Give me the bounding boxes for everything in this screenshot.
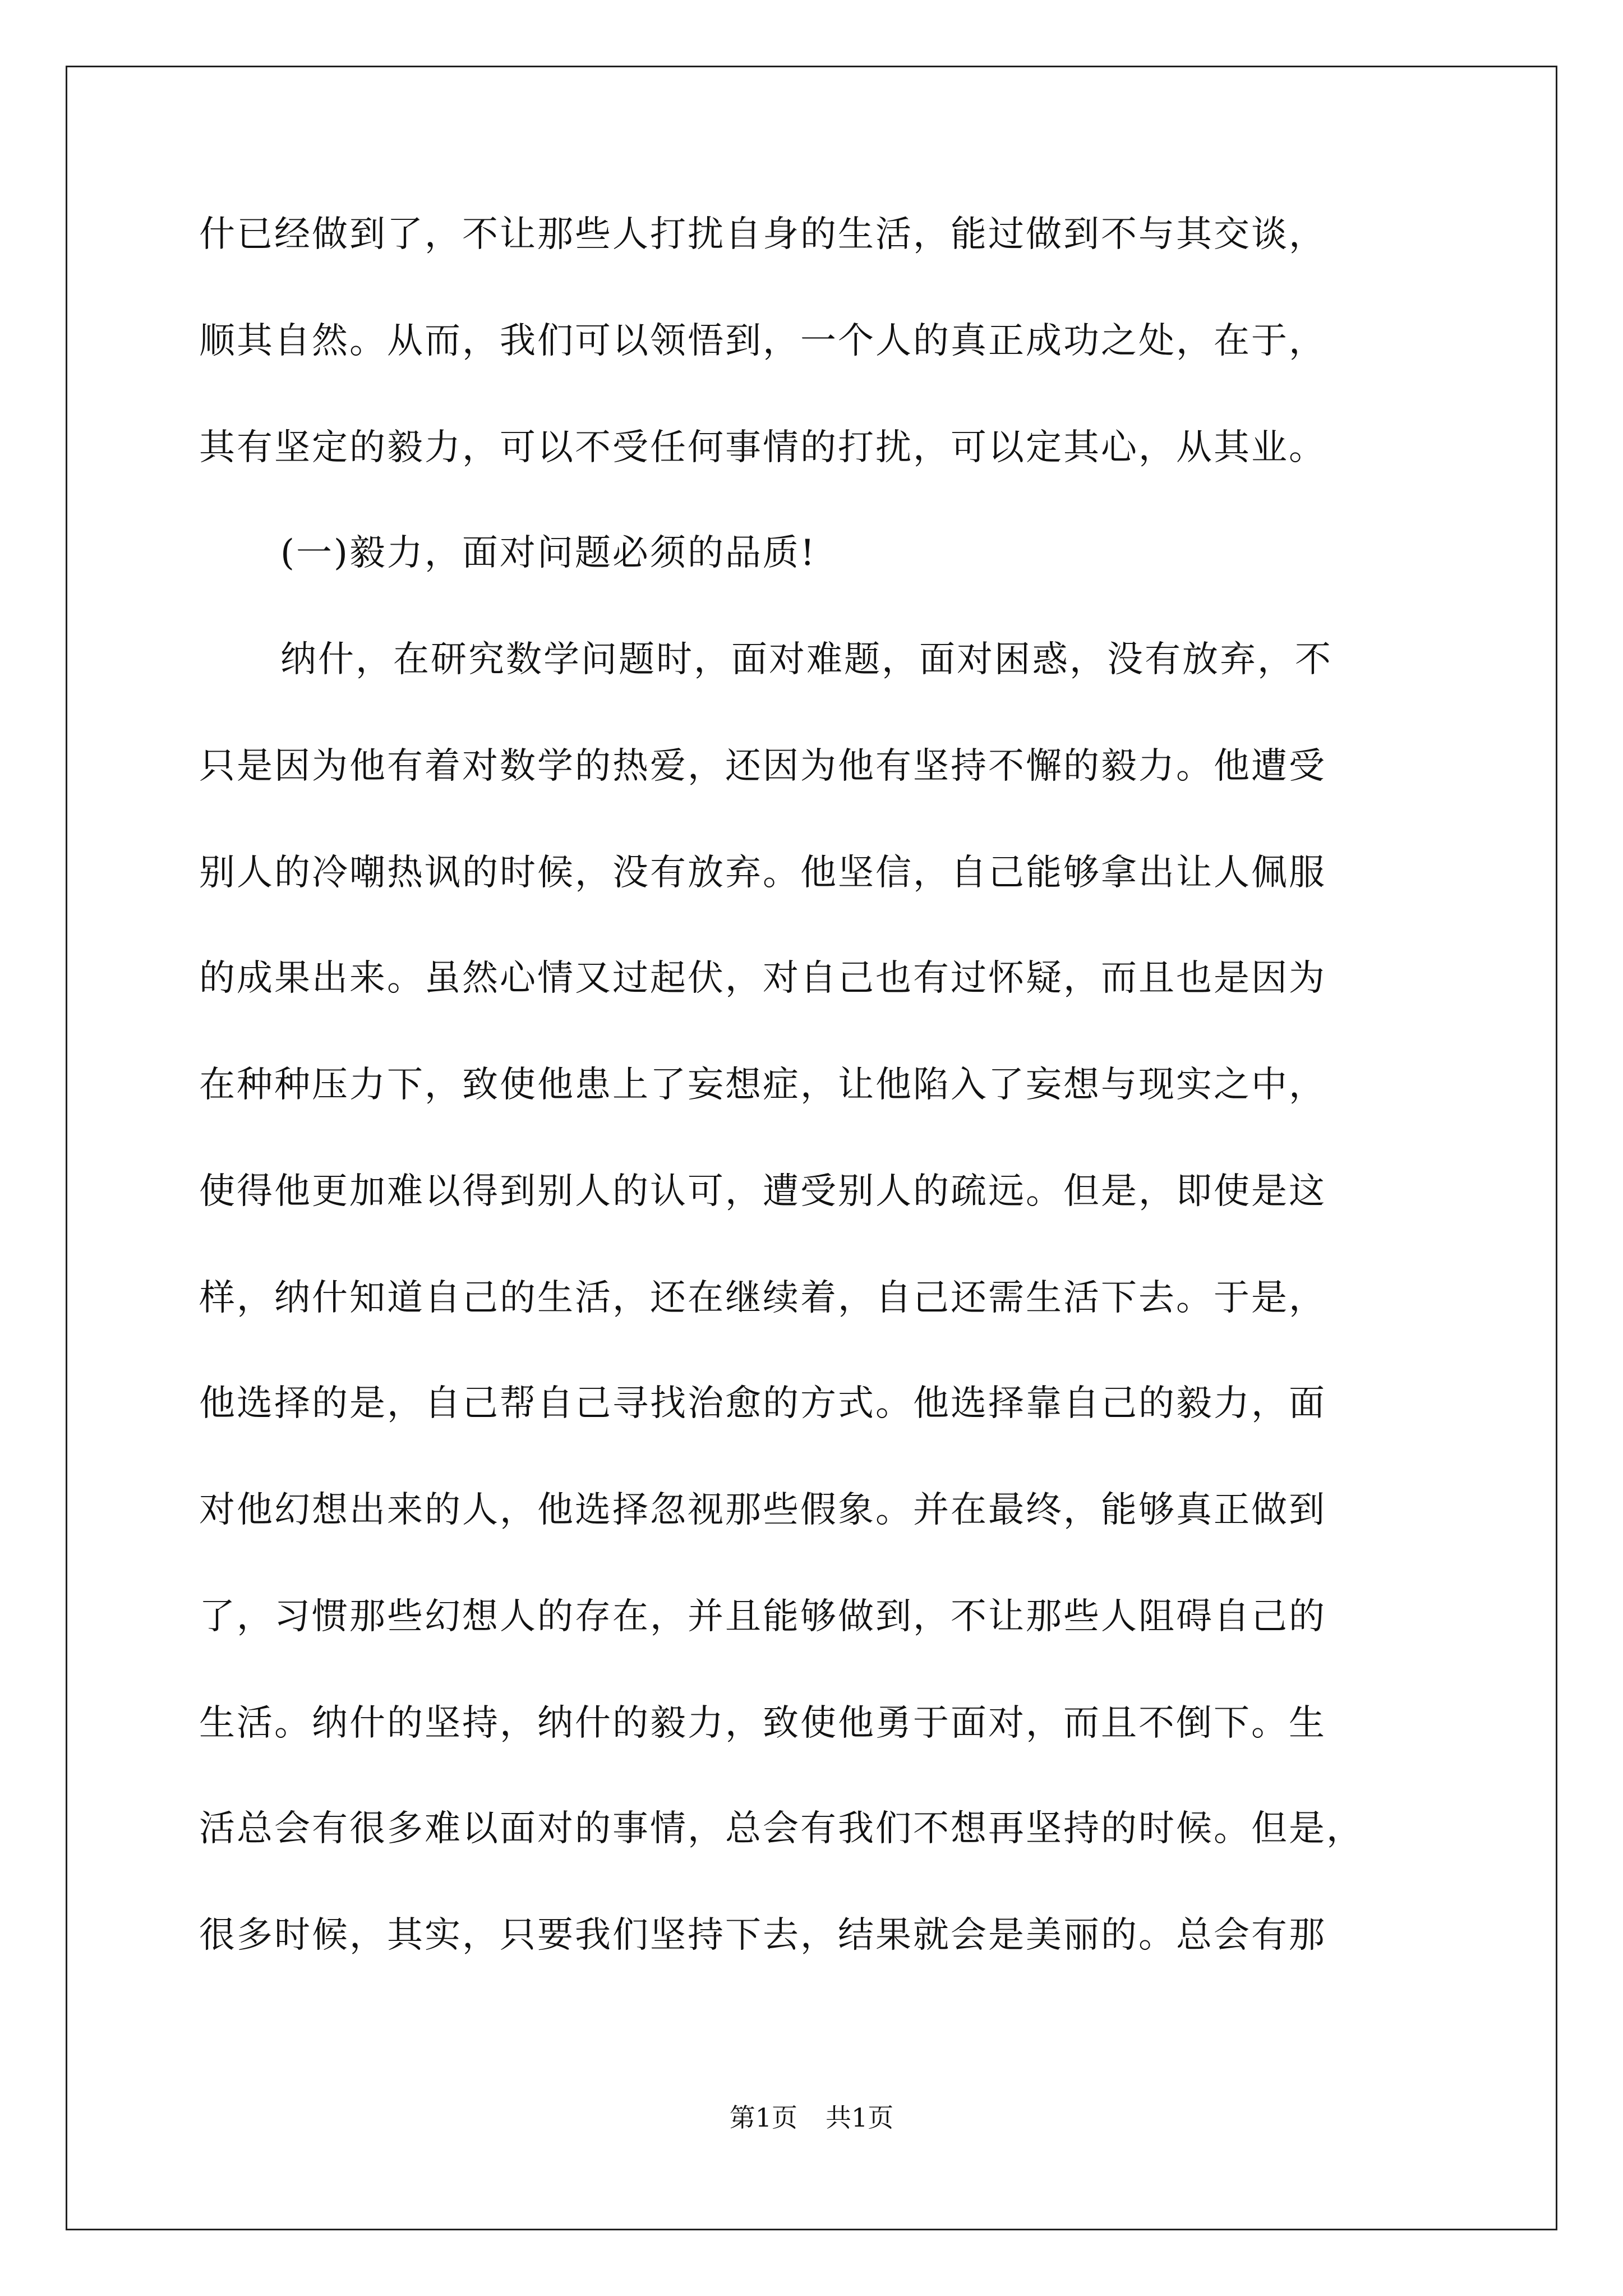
section-heading: (一)毅力，面对问题必须的品质!	[280, 532, 817, 574]
text-line: 纳什，在研究数学问题时，面对难题，面对困惑，没有放弃，不	[280, 639, 1332, 680]
text-line: 其有坚定的毅力，可以不受任何事情的打扰，可以定其心，从其业。	[199, 427, 1326, 468]
text-line: 了，习惯那些幻想人的存在，并且能够做到，不让那些人阻碍自己的	[199, 1596, 1326, 1637]
text-line: 在种种压力下，致使他患上了妄想症，让他陷入了妄想与现实之中，	[199, 1064, 1326, 1106]
text-line: 顺其自然。从而，我们可以领悟到，一个人的真正成功之处，在于，	[199, 320, 1326, 362]
page-footer	[0, 2101, 1623, 2134]
text-line: 生活。纳什的坚持，纳什的毅力，致使他勇于面对，而且不倒下。生	[199, 1703, 1326, 1744]
text-line: 对他幻想出来的人，他选择忽视那些假象。并在最终，能够真正做到	[199, 1489, 1326, 1531]
text-line: 使得他更加难以得到别人的认可，遭受别人的疏远。但是，即使是这	[199, 1171, 1326, 1212]
text-line: 很多时候，其实，只要我们坚持下去，结果就会是美丽的。总会有那	[199, 1915, 1326, 1956]
text-line: 的成果出来。虽然心情又过起伏，对自己也有过怀疑，而且也是因为	[199, 958, 1326, 999]
page-number: 第1页	[729, 2102, 797, 2133]
text-line: 什已经做到了，不让那些人打扰自身的生活，能过做到不与其交谈，	[199, 214, 1326, 255]
text-line: 活总会有很多难以面对的事情，总会有我们不想再坚持的时候。但是，	[199, 1808, 1364, 1849]
text-line: 别人的冷嘲热讽的时候，没有放弃。他坚信，自己能够拿出让人佩服	[199, 852, 1326, 894]
page-border	[66, 66, 1557, 2230]
text-line: 他选择的是，自己帮自己寻找治愈的方式。他选择靠自己的毅力，面	[199, 1383, 1326, 1424]
page-total: 共1页	[826, 2102, 894, 2133]
text-line: 样，纳什知道自己的生活，还在继续着，自己还需生活下去。于是，	[199, 1277, 1326, 1319]
text-line: 只是因为他有着对数学的热爱，还因为他有坚持不懈的毅力。他遭受	[199, 746, 1326, 787]
